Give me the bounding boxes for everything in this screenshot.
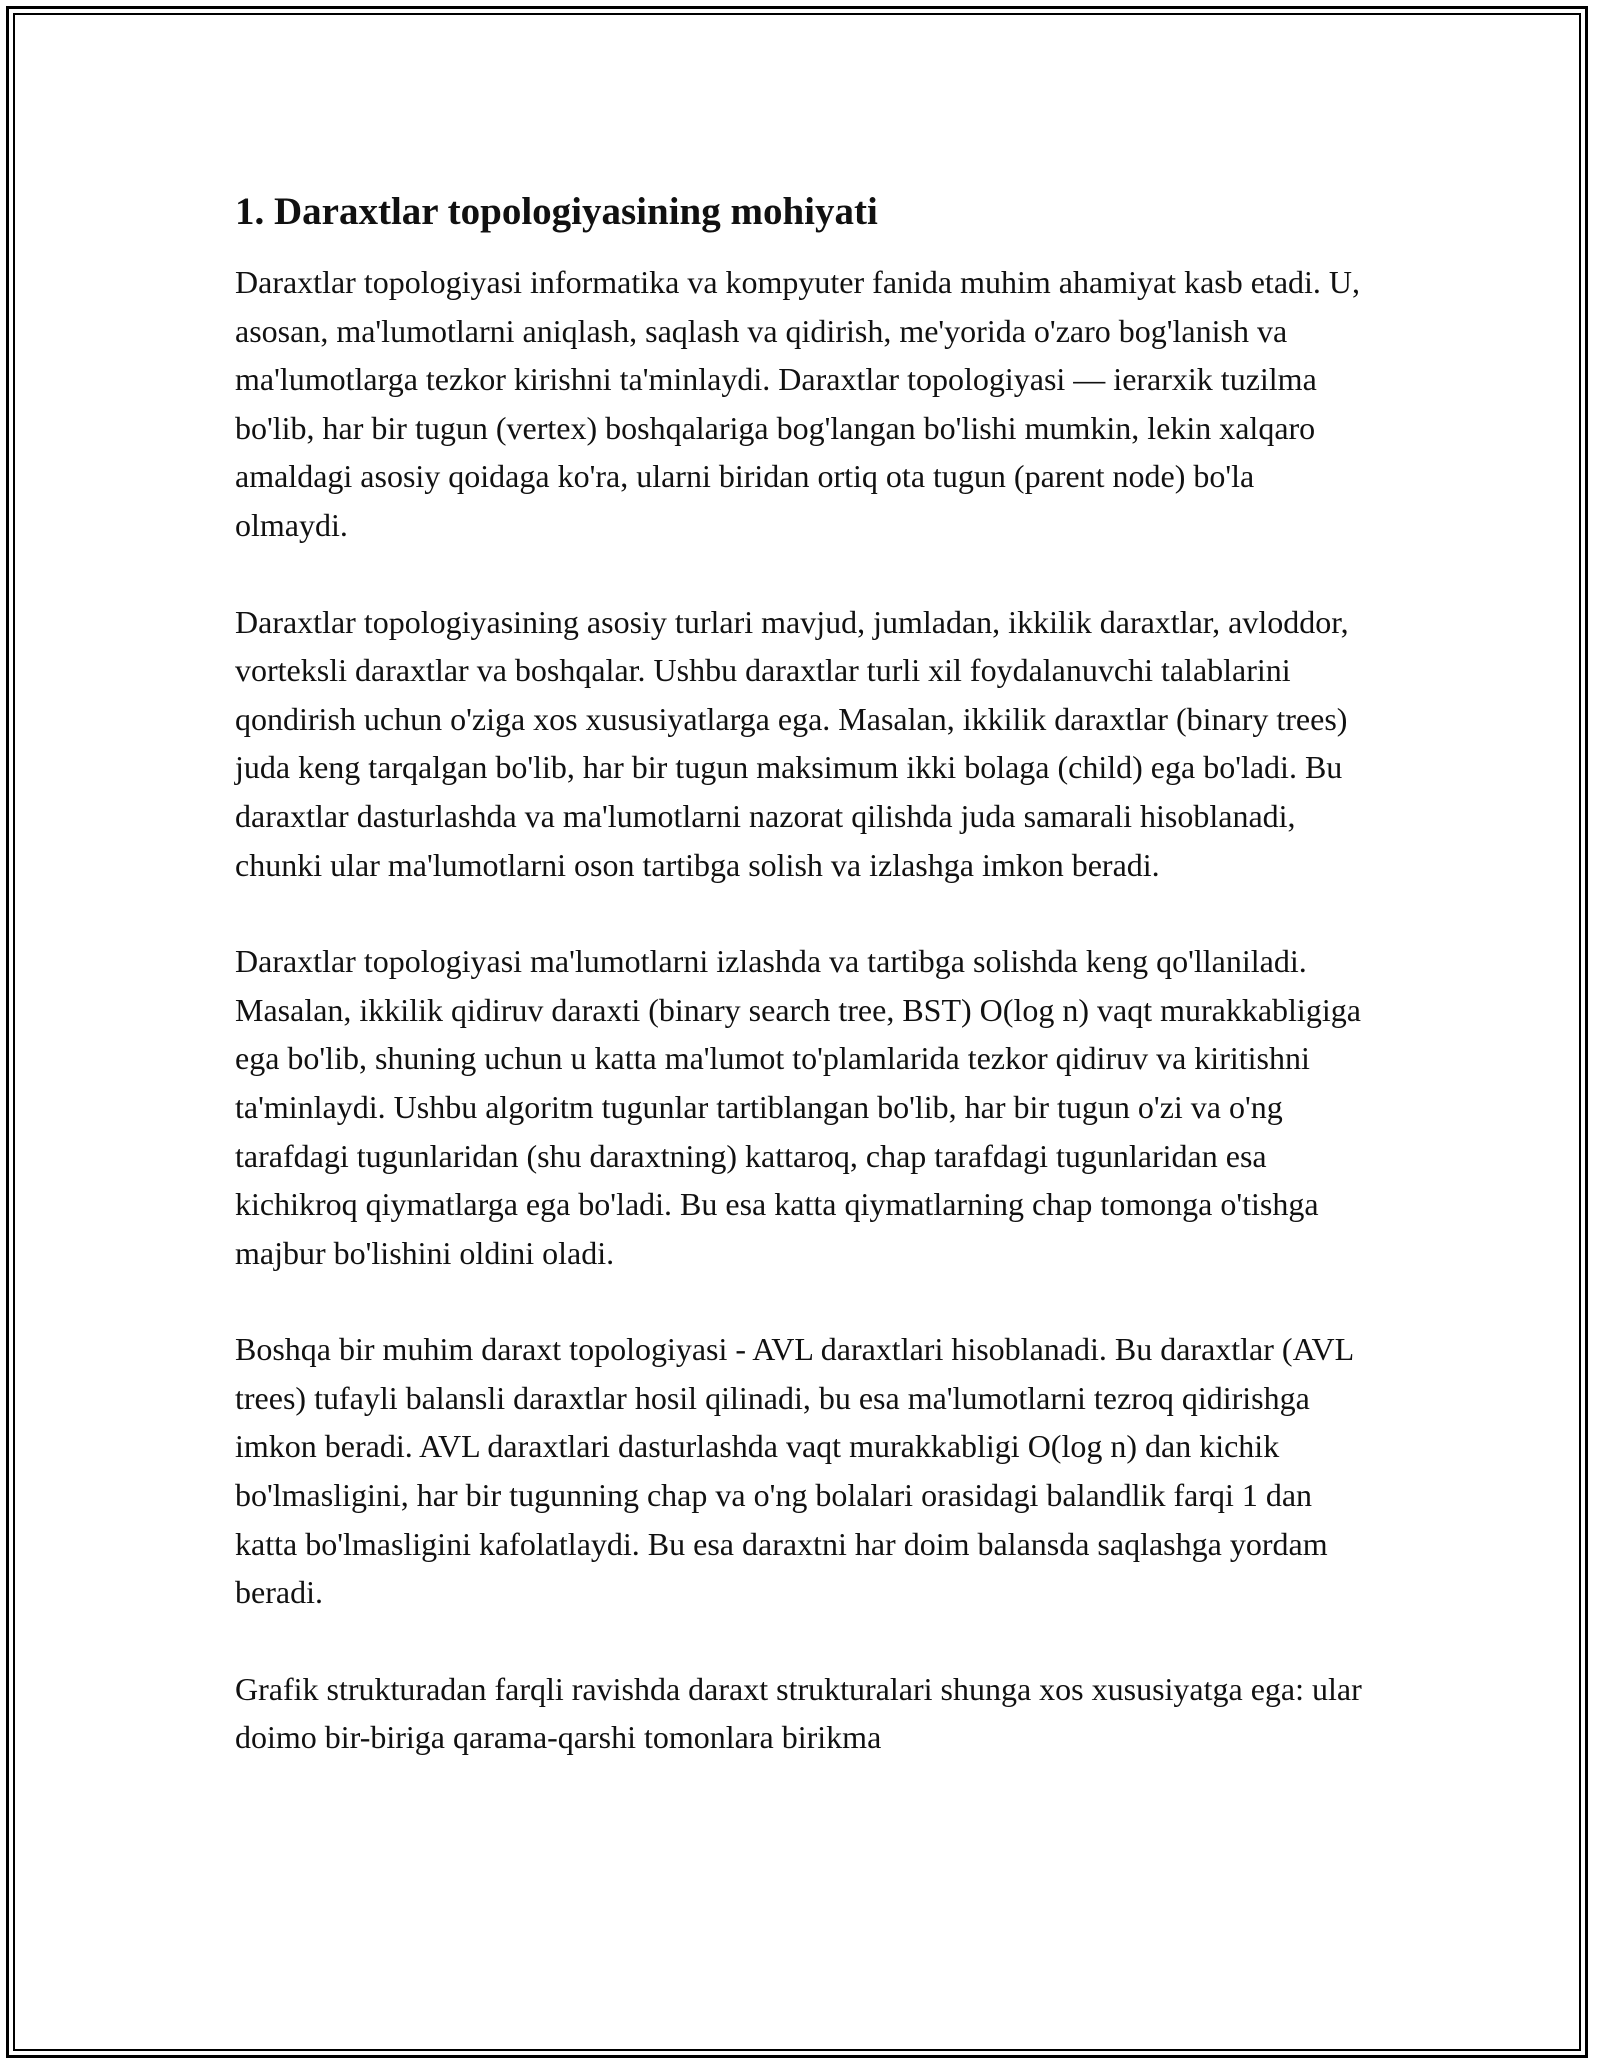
- paragraph-3: Daraxtlar topologiyasi ma'lumotlarni izlashda va tartibga solishda keng qo'llaniladi. Masalan, ikkilik qidiruv daraxti (binary search tree, BST) O(log n) vaqt murakkabligiga ega bo'lib, shuning uchun u katta ma'lumot to'plamlarida tezkor qidiruv va kiritishni ta'minlaydi. Ushbu algoritm tugunlar tartiblangan bo'lib, har bir tugun o'zi va o'ng tarafdagi tugunlaridan (shu daraxtning) kattaroq, chap tarafdagi tugunlaridan esa kichikroq qiymatlarga ega bo'ladi. Bu esa katta qiymatlarning chap tomonga o'tishga majbur bo'lishini oldini oladi.: [235, 943, 1361, 1271]
- paragraph-4: Boshqa bir muhim daraxt topologiyasi - AVL daraxtlari hisoblanadi. Bu daraxtlar (AVL trees) tufayli balansli daraxtlar hosil qilinadi, bu esa ma'lumotlarni tezroq qidirishga imkon beradi. AVL daraxtlari dasturlashda vaqt murakkabligi O(log n) dan kichik bo'lmasligini, har bir tugunning chap va o'ng bolalari orasidagi balandlik farqi 1 dan katta bo'lmasligini kafolatlaydi. Bu esa daraxtni har doim balansda saqlashga yordam beradi.: [235, 1331, 1354, 1611]
- document-body: [235, 186, 1370, 1762]
- paragraph-5: Grafik strukturadan farqli ravishda daraxt strukturalari shunga xos xususiyatga ega: ular doimo bir-biriga qarama-qarshi tomonlara birikma: [235, 1670, 1362, 1756]
- paragraph-2: Daraxtlar topologiyasining asosiy turlari mavjud, jumladan, ikkilik daraxtlar, avloddor, vorteksli daraxtlar va boshqalar. Ushbu daraxtlar turli xil foydalanuvchi talablarini qondirish uchun o'ziga xos xususiyatlarga ega. Masalan, ikkilik daraxtlar (binary trees) juda keng tarqalgan bo'lib, har bir tugun maksimum ikki bolaga (child) ega bo'ladi. Bu daraxtlar dasturlashda va ma'lumotlarni nazorat qilishda juda samarali hisoblanadi, chunki ular ma'lumotlarni oson tartibga solish va izlashga imkon beradi.: [235, 603, 1349, 883]
- paragraph-1: Daraxtlar topologiyasi informatika va kompyuter fanida muhim ahamiyat kasb etadi. U, asosan, ma'lumotlarni aniqlash, saqlash va qidirish, me'yorida o'zaro bog'lanish va ma'lumotlarga tezkor kirishni ta'minlaydi. Daraxtlar topologiyasi — ierarxik tuzilma bo'lib, har bir tugun (vertex) boshqalariga bog'langan bo'lishi mumkin, lekin xalqaro amaldagi asosiy qoidaga ko'ra, ularni biridan ortiq ota tugun (parent node) bo'la olmaydi.: [235, 264, 1361, 543]
- section-heading: 1. Daraxtlar topologiyasining mohiyati: [235, 190, 878, 233]
